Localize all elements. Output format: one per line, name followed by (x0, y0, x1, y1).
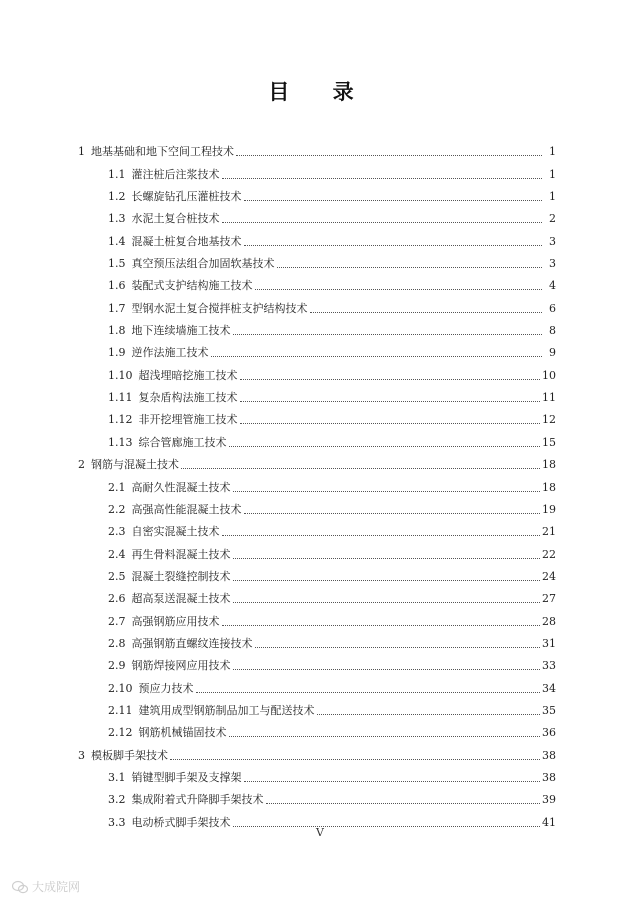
toc-page-number: 36 (542, 726, 556, 740)
toc-number: 1.7 (108, 301, 126, 315)
toc-page-number: 10 (542, 368, 556, 382)
toc-number: 1 (78, 145, 85, 159)
toc-leader-dots (233, 601, 541, 603)
toc-number: 2 (78, 458, 85, 472)
toc-number: 1.11 (108, 391, 133, 405)
toc-number: 3.3 (108, 815, 126, 829)
toc-section (78, 495, 556, 517)
toc-number: 1.13 (108, 435, 133, 449)
toc-leader-dots (229, 445, 541, 447)
toc-number: 2.9 (108, 659, 126, 673)
toc-title: 混凝土裂缝控制技术 (131, 569, 231, 583)
toc-page-number: 2 (549, 212, 556, 226)
table-of-contents (78, 137, 556, 830)
toc-section (78, 673, 556, 695)
toc-leader-dots (170, 758, 540, 760)
toc-title: 装配式支护结构施工技术 (131, 279, 253, 293)
toc-title: 型钢水泥土复合搅拌桩支护结构技术 (131, 301, 308, 315)
toc-page-number: 3 (549, 234, 556, 248)
toc-leader-dots (196, 691, 541, 693)
toc-leader-dots (266, 802, 541, 804)
toc-title: 超高泵送混凝土技术 (131, 592, 231, 606)
toc-page-number: 9 (549, 346, 556, 360)
toc-number: 2.6 (108, 592, 126, 606)
toc-page-number: 12 (542, 413, 556, 427)
toc-page-number: 3 (549, 257, 556, 271)
toc-title: 高强高性能混凝土技术 (131, 502, 242, 516)
toc-section (78, 159, 556, 181)
toc-title: 混凝土桩复合地基技术 (131, 234, 242, 248)
toc-chapter (78, 137, 556, 159)
toc-number: 3 (78, 748, 85, 762)
toc-page-number: 41 (542, 815, 556, 829)
toc-number: 2.1 (108, 480, 126, 494)
toc-leader-dots (222, 534, 541, 536)
toc-number: 3.2 (108, 793, 126, 807)
toc-section (78, 338, 556, 360)
toc-leader-dots (233, 579, 541, 581)
toc-leader-dots (240, 422, 541, 424)
toc-leader-dots (244, 780, 541, 782)
toc-number: 1.3 (108, 212, 126, 226)
toc-number: 1.2 (108, 190, 126, 204)
watermark-text: 大成院网 (32, 880, 81, 894)
toc-page-number: 18 (542, 480, 556, 494)
toc-page-number: 18 (542, 458, 556, 472)
toc-leader-dots (255, 646, 541, 648)
toc-title: 钢筋焊接网应用技术 (131, 659, 231, 673)
toc-section (78, 226, 556, 248)
toc-number: 1.6 (108, 279, 126, 293)
toc-title: 建筑用成型钢筋制品加工与配送技术 (138, 703, 315, 717)
toc-chapter (78, 450, 556, 472)
toc-page-number: 31 (542, 636, 556, 650)
toc-section (78, 271, 556, 293)
toc-section (78, 718, 556, 740)
toc-number: 2.7 (108, 614, 126, 628)
toc-leader-dots (244, 244, 543, 246)
toc-leader-dots (229, 735, 541, 737)
toc-title: 非开挖埋管施工技术 (138, 413, 238, 427)
toc-leader-dots (240, 400, 541, 402)
toc-leader-dots (244, 199, 543, 201)
toc-page-number: 1 (549, 167, 556, 181)
toc-section (78, 182, 556, 204)
toc-title: 高耐久性混凝土技术 (131, 480, 231, 494)
page-title: 目 录 (268, 79, 372, 104)
toc-title: 模板脚手架技术 (91, 748, 168, 762)
toc-number: 2.5 (108, 569, 126, 583)
toc-number: 1.9 (108, 346, 126, 360)
toc-title: 销键型脚手架及支撑架 (131, 770, 242, 784)
toc-section (78, 696, 556, 718)
toc-section (78, 360, 556, 382)
toc-title: 真空预压法组合加固软基技术 (131, 257, 275, 271)
toc-section (78, 606, 556, 628)
toc-title: 集成附着式升降脚手架技术 (131, 793, 264, 807)
toc-page-number: 34 (542, 681, 556, 695)
toc-leader-dots (236, 154, 542, 156)
toc-leader-dots (233, 490, 541, 492)
toc-section (78, 651, 556, 673)
toc-page-number: 24 (542, 569, 556, 583)
toc-number: 3.1 (108, 770, 126, 784)
toc-title: 地下连续墙施工技术 (131, 324, 231, 338)
toc-section (78, 539, 556, 561)
toc-title: 复杂盾构法施工技术 (138, 391, 238, 405)
toc-section (78, 763, 556, 785)
toc-section (78, 405, 556, 427)
toc-leader-dots (310, 311, 543, 313)
toc-leader-dots (233, 557, 541, 559)
toc-leader-dots (277, 266, 543, 268)
toc-leader-dots (222, 221, 543, 223)
toc-leader-dots (211, 355, 543, 357)
toc-title: 电动桥式脚手架技术 (131, 815, 231, 829)
toc-page-number: 6 (549, 301, 556, 315)
toc-section (78, 517, 556, 539)
toc-number: 1.10 (108, 368, 133, 382)
toc-title: 高强钢筋直螺纹连接技术 (131, 636, 253, 650)
toc-leader-dots (181, 467, 540, 469)
toc-section (78, 562, 556, 584)
toc-number: 1.1 (108, 167, 126, 181)
toc-page-number: 11 (542, 391, 556, 405)
toc-title: 钢筋与混凝土技术 (91, 458, 179, 472)
toc-section (78, 204, 556, 226)
watermark (12, 878, 80, 895)
toc-chapter (78, 740, 556, 762)
toc-page-number: 33 (542, 659, 556, 673)
toc-number: 2.4 (108, 547, 126, 561)
toc-page-number: 19 (542, 502, 556, 516)
toc-leader-dots (317, 713, 541, 715)
wechat-icon (12, 880, 28, 894)
toc-number: 1.8 (108, 324, 126, 338)
toc-page-number: 21 (542, 525, 556, 539)
toc-leader-dots (222, 624, 541, 626)
toc-leader-dots (255, 288, 543, 290)
toc-title: 钢筋机械锚固技术 (138, 726, 227, 740)
toc-number: 1.12 (108, 413, 133, 427)
toc-page-number: 27 (542, 592, 556, 606)
toc-number: 2.8 (108, 636, 126, 650)
toc-title: 灌注桩后注浆技术 (131, 167, 220, 181)
toc-section (78, 584, 556, 606)
toc-page-number: 1 (549, 145, 556, 159)
toc-leader-dots (222, 177, 543, 179)
toc-number: 1.4 (108, 234, 126, 248)
toc-number: 2.11 (108, 703, 133, 717)
toc-leader-dots (244, 512, 541, 514)
toc-section (78, 472, 556, 494)
toc-section (78, 383, 556, 405)
toc-title: 水泥土复合桩技术 (131, 212, 220, 226)
toc-title: 逆作法施工技术 (131, 346, 209, 360)
toc-title: 预应力技术 (138, 681, 194, 695)
toc-page-number: 38 (542, 748, 556, 762)
toc-leader-dots (240, 378, 541, 380)
toc-leader-dots (233, 668, 541, 670)
toc-page-number: 22 (542, 547, 556, 561)
toc-title: 超浅埋暗挖施工技术 (138, 368, 238, 382)
toc-page-number: 1 (549, 190, 556, 204)
page-number: V (316, 826, 324, 839)
toc-title: 长螺旋钻孔压灌桩技术 (131, 190, 242, 204)
toc-page-number: 4 (549, 279, 556, 293)
toc-title: 自密实混凝土技术 (131, 525, 220, 539)
toc-title: 高强钢筋应用技术 (131, 614, 220, 628)
toc-number: 2.2 (108, 502, 126, 516)
toc-number: 2.3 (108, 525, 126, 539)
toc-title: 地基基础和地下空间工程技术 (91, 145, 234, 159)
toc-page-number: 8 (549, 324, 556, 338)
toc-section (78, 249, 556, 271)
toc-number: 1.5 (108, 257, 126, 271)
toc-page-number: 28 (542, 614, 556, 628)
toc-number: 2.10 (108, 681, 133, 695)
toc-section (78, 316, 556, 338)
toc-section (78, 427, 556, 449)
toc-page-number: 39 (542, 793, 556, 807)
toc-title: 综合管廊施工技术 (138, 435, 227, 449)
toc-page-number: 38 (542, 770, 556, 784)
toc-title: 再生骨料混凝土技术 (131, 547, 231, 561)
toc-section (78, 293, 556, 315)
toc-section (78, 785, 556, 807)
toc-page-number: 35 (542, 703, 556, 717)
toc-number: 2.12 (108, 726, 133, 740)
toc-leader-dots (233, 333, 543, 335)
toc-page-number: 15 (542, 435, 556, 449)
toc-section (78, 629, 556, 651)
